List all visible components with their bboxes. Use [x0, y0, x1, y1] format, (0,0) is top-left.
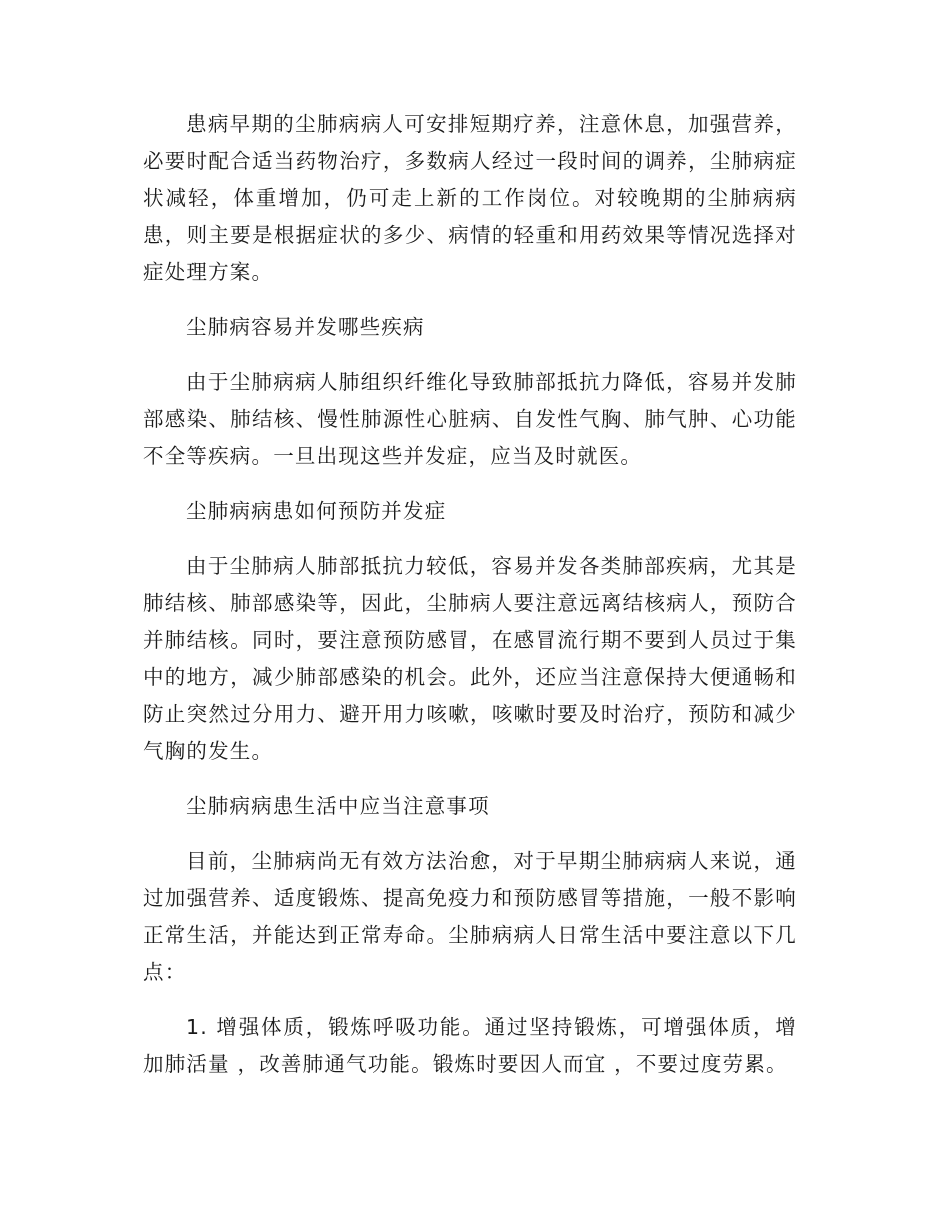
paragraph-early-treatment: 患病早期的尘肺病病人可安排短期疗养，注意休息，加强营养，必要时配合适当药物治疗，多数病人经过一段时间的调养，尘肺病症状减轻，体重增加，仍可走上新的工作岗位。对较晚期的尘肺病病患，则主要是根据症状的多少、病情的轻重和用药效果等情况选择对症处理方案。	[143, 112, 797, 284]
heading-daily-life: 尘肺病病患生活中应当注意事项	[186, 794, 490, 818]
heading-prevention: 尘肺病病患如何预防并发症	[186, 499, 447, 523]
heading-complications: 尘肺病容易并发哪些疾病	[186, 315, 425, 339]
paragraph-prevention: 由于尘肺病人肺部抵抗力较低，容易并发各类肺部疾病，尤其是肺结核、肺部感染等，因此，尘肺病人要注意远离结核病人，预防合并肺结核。同时，要注意预防感冒，在感冒流行期不要到人员过于集中的地方，减少肺部感染的机会。此外，还应当注意保持大便通畅和防止突然过分用力、避开用力咳嗽，咳嗽时要及时治疗，预防和减少气胸的发生。	[143, 554, 797, 763]
paragraph-daily-life: 目前，尘肺病尚无有效方法治愈，对于早期尘肺病病人来说，通过加强营养、适度锻炼、提高免疫力和预防感冒等措施，一般不影响正常生活，并能达到正常寿命。尘肺病病人日常生活中要注意以下几点：	[143, 849, 797, 984]
list-item-exercise: 1. 增强体质，锻炼呼吸功能。通过坚持锻炼，可增强体质，增加肺活量 ，改善肺通气功能。锻炼时要因人而宜 ，不要过度劳累。	[143, 1015, 797, 1076]
paragraph-complications: 由于尘肺病病人肺组织纤维化导致肺部抵抗力降低，容易并发肺部感染、肺结核、慢性肺源性心脏病、自发性气胸、肺气肿、心功能不全等疾病。一旦出现这些并发症，应当及时就医。	[143, 370, 797, 468]
